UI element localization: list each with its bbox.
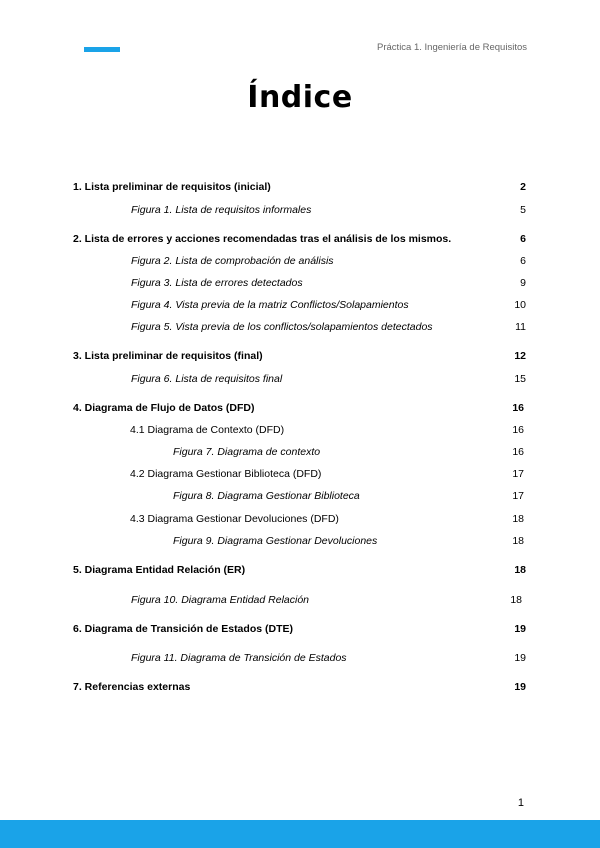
- toc-subsection-4-1-page: 16: [512, 424, 524, 436]
- toc-figure-8[interactable]: Figura 8. Diagrama Gestionar Biblioteca: [173, 490, 360, 502]
- toc-section-5[interactable]: 5. Diagrama Entidad Relación (ER): [73, 564, 246, 576]
- header-text: Práctica 1. Ingeniería de Requisitos: [377, 42, 527, 53]
- toc-subsection-4-1[interactable]: 4.1 Diagrama de Contexto (DFD): [130, 424, 285, 436]
- toc-section-2-page: 6: [520, 233, 526, 245]
- toc-figure-2-page: 6: [520, 255, 526, 267]
- toc-section-4[interactable]: 4. Diagrama de Flujo de Datos (DFD): [73, 402, 255, 414]
- toc-figure-11[interactable]: Figura 11. Diagrama de Transición de Estados: [131, 652, 347, 664]
- page-number: 1: [517, 797, 524, 809]
- toc-figure-10-page: 18: [510, 594, 522, 606]
- toc-section-2[interactable]: 2. Lista de errores y acciones recomendadas tras el análisis de los mismos.: [73, 233, 452, 245]
- toc-figure-4[interactable]: Figura 4. Vista previa de la matriz Conflictos/Solapamientos: [131, 299, 409, 311]
- toc-figure-3-page: 9: [520, 277, 526, 289]
- toc-figure-10[interactable]: Figura 10. Diagrama Entidad Relación: [131, 594, 310, 606]
- toc-subsection-4-3[interactable]: 4.3 Diagrama Gestionar Devoluciones (DFD): [130, 513, 339, 525]
- toc-figure-7-page: 16: [512, 446, 524, 458]
- toc-section-5-page: 18: [514, 564, 526, 576]
- toc-figure-6-page: 15: [514, 373, 526, 385]
- toc-figure-1-page: 5: [520, 204, 526, 216]
- toc-section-6-page: 19: [514, 623, 526, 635]
- toc-section-7-page: 19: [514, 681, 526, 693]
- toc-figure-2[interactable]: Figura 2. Lista de comprobación de análisis: [131, 255, 334, 267]
- toc-figure-3[interactable]: Figura 3. Lista de errores detectados: [131, 277, 303, 289]
- toc-section-3-page: 12: [514, 350, 526, 362]
- toc-figure-5[interactable]: Figura 5. Vista previa de los conflictos/solapamientos detectados: [131, 321, 433, 333]
- toc-figure-1[interactable]: Figura 1. Lista de requisitos informales: [131, 204, 312, 216]
- toc-section-4-page: 16: [512, 402, 524, 414]
- page-title: Índice: [247, 80, 353, 115]
- toc-figure-4-page: 10: [514, 299, 526, 311]
- header-accent-bar: [84, 47, 120, 52]
- toc-subsection-4-2-page: 17: [512, 468, 524, 480]
- toc-figure-7[interactable]: Figura 7. Diagrama de contexto: [173, 446, 321, 458]
- toc-subsection-4-2[interactable]: 4.2 Diagrama Gestionar Biblioteca (DFD): [130, 468, 322, 480]
- toc-section-1-page: 2: [520, 181, 526, 193]
- toc-figure-6[interactable]: Figura 6. Lista de requisitos final: [131, 373, 283, 385]
- toc-section-7[interactable]: 7. Referencias externas: [73, 681, 191, 693]
- footer-bar: [0, 820, 600, 848]
- toc-section-6[interactable]: 6. Diagrama de Transición de Estados (DTE): [73, 623, 293, 635]
- toc-figure-11-page: 19: [514, 652, 526, 664]
- toc-figure-8-page: 17: [512, 490, 524, 502]
- toc-figure-9[interactable]: Figura 9. Diagrama Gestionar Devoluciones: [173, 535, 378, 547]
- toc-figure-5-page: 11: [515, 321, 526, 333]
- toc-figure-9-page: 18: [512, 535, 524, 547]
- toc-subsection-4-3-page: 18: [512, 513, 524, 525]
- toc-section-3[interactable]: 3. Lista preliminar de requisitos (final): [73, 350, 263, 362]
- toc-section-1[interactable]: 1. Lista preliminar de requisitos (inicial): [73, 181, 271, 193]
